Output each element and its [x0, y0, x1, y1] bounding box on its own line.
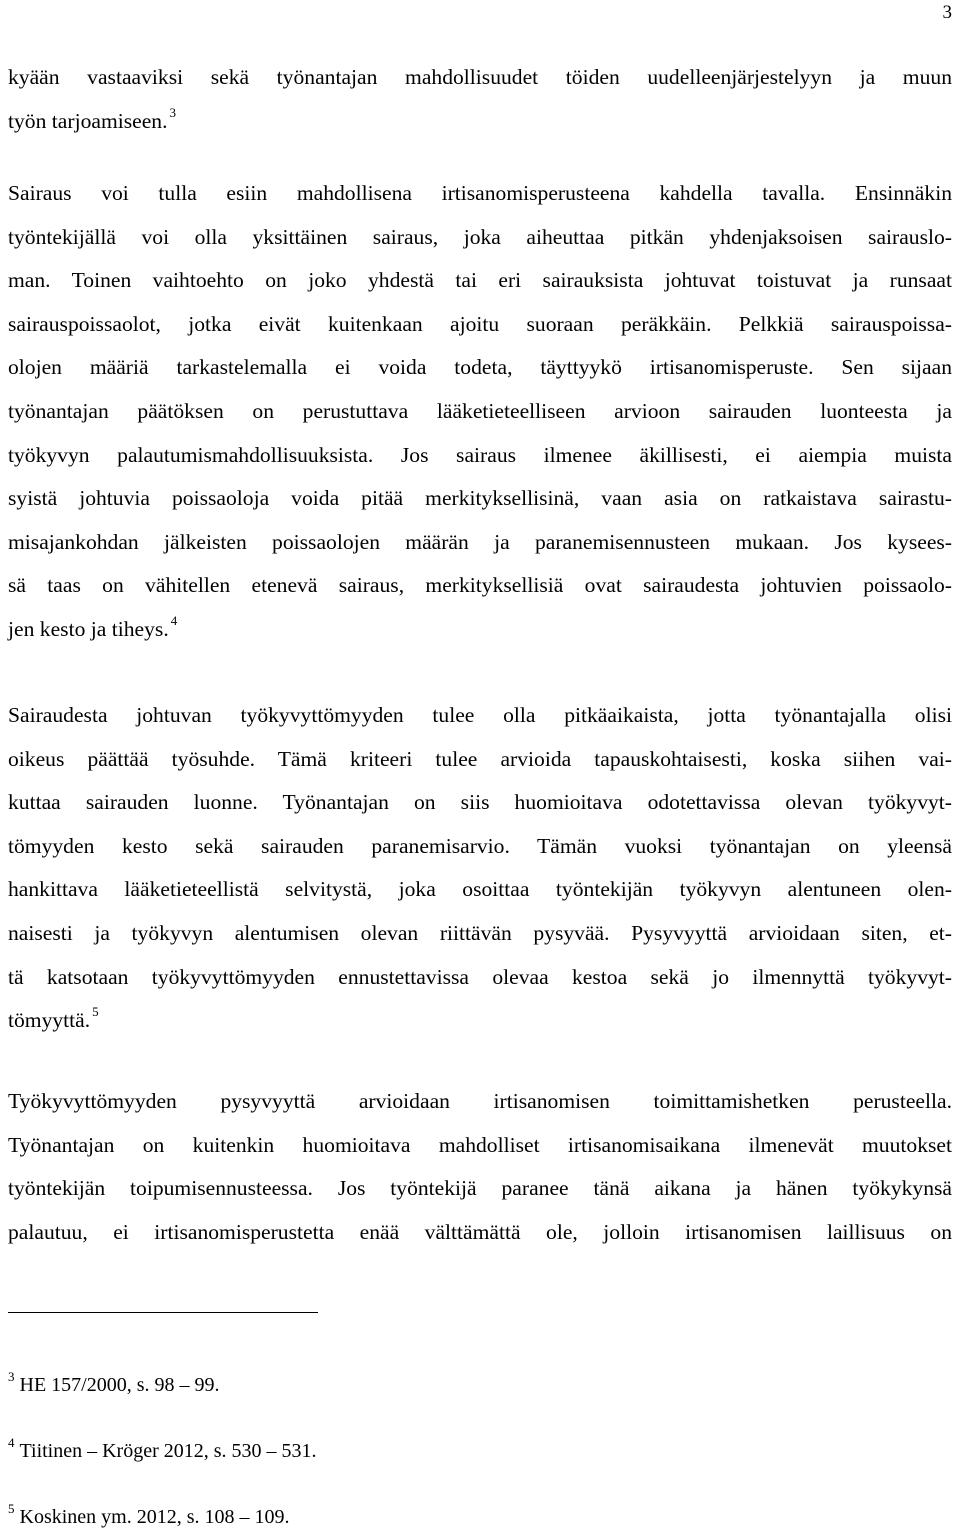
text-line: man. Toinen vaihtoehto on joko yhdestä tai eri sairauksista johtuvat toistuvat ja runsaat — [8, 268, 952, 293]
text-line-content: tömyyttä. — [8, 1008, 91, 1033]
footnote-text: Tiitinen – Kröger 2012, s. 530 – 531. — [19, 1440, 317, 1462]
text-line-last — [8, 608, 952, 652]
text-line: Sairaus voi tulla esiin mahdollisena irtisanomisperusteena kahdella tavalla. Ensinnäkin — [8, 181, 952, 205]
paragraph-1 — [8, 56, 952, 143]
footnote-separator — [8, 1312, 318, 1313]
text-line: työntekijän toipumisennusteessa. Jos työntekijä paranee tänä aikana ja hänen työkykynsä — [8, 1176, 952, 1201]
footnote-ref: 4 — [170, 612, 178, 628]
text-line: palautuu, ei irtisanomisperustetta enää välttämättä ole, jolloin irtisanomisen laillisuus on — [8, 1219, 952, 1244]
paragraph-3 — [8, 694, 952, 1043]
text-line: tömyyden kesto sekä sairauden paranemisarvio. Tämän vuoksi työnantajan on yleensä — [8, 833, 952, 858]
text-line: sairauspoissaolot, jotka eivät kuitenkaan ajoitu suoraan peräkkäin. Pelkkiä sairauspoissa- — [8, 311, 952, 336]
paragraph-2 — [8, 172, 952, 652]
text-line: työkyvyn palautumismahdollisuuksista. Jos sairaus ilmenee äkillisesti, ei aiempia muista — [8, 442, 952, 467]
text-line: olojen määriä tarkastelemalla ei voida todeta, täyttyykö irtisanomisperuste. Sen sijaan — [8, 355, 952, 380]
footnote-number: 4 — [8, 1435, 15, 1450]
footnote-number: 3 — [8, 1369, 15, 1384]
text-line: syistä johtuvia poissaoloja voida pitää merkityksellisinä, vaan asia on ratkaistava sairastu- — [8, 486, 952, 511]
text-line-last — [8, 100, 952, 144]
text-line-content: työn tarjoamiseen. — [8, 108, 168, 133]
text-line: hankittava lääketieteellistä selvitystä, joka osoittaa työntekijän työkyvyn alentuneen olen- — [8, 877, 952, 902]
footnote-3 — [8, 1369, 220, 1399]
footnote-4 — [8, 1435, 317, 1465]
text-line: misajankohdan jälkeisten poissaolojen määrän ja paranemisennusteen mukaan. Jos kysees- — [8, 529, 952, 554]
footnote-5 — [8, 1501, 290, 1531]
page-number: 3 — [942, 2, 952, 23]
text-line: oikeus päättää työsuhde. Tämä kriteeri tulee arvioida tapauskohtaisesti, koska siihen vai- — [8, 746, 952, 771]
paragraph-4 — [8, 1080, 952, 1254]
text-line: naisesti ja työkyvyn alentumisen olevan riittävän pysyvää. Pysyvyyttä arvioidaan siten, et- — [8, 920, 952, 945]
footnote-ref: 3 — [169, 104, 177, 120]
text-line: Työnantajan on kuitenkin huomioitava mahdolliset irtisanomisaikana ilmenevät muutokset — [8, 1132, 952, 1157]
text-line: Työkyvyttömyyden pysyvyyttä arvioidaan irtisanomisen toimittamishetken perusteella. — [8, 1089, 952, 1113]
text-line-last — [8, 999, 952, 1043]
text-line: työntekijällä voi olla yksittäinen sairaus, joka aiheuttaa pitkän yhdenjaksoisen sairauslo- — [8, 224, 952, 249]
text-line: kyään vastaaviksi sekä työnantajan mahdollisuudet töiden uudelleenjärjestelyyn ja muun — [8, 65, 952, 89]
text-line: työnantajan päätöksen on perustuttava lääketieteelliseen arvioon sairauden luonteesta ja — [8, 398, 952, 423]
text-line-content: jen kesto ja tiheys. — [8, 616, 169, 641]
text-line: Sairaudesta johtuvan työkyvyttömyyden tulee olla pitkäaikaista, jotta työnantajalla olisi — [8, 703, 952, 727]
text-line: sä taas on vähitellen etenevä sairaus, merkityksellisiä ovat sairaudesta johtuvien poissaolo- — [8, 573, 952, 598]
footnote-number: 5 — [8, 1501, 15, 1516]
text-line: tä katsotaan työkyvyttömyyden ennustettavissa olevaa kestoa sekä jo ilmennyttä työkyvyt- — [8, 964, 952, 989]
footnote-ref: 5 — [92, 1004, 99, 1020]
text-line: kuttaa sairauden luonne. Työnantajan on siis huomioitava odotettavissa olevan työkyvyt- — [8, 790, 952, 815]
footnote-text: Koskinen ym. 2012, s. 108 – 109. — [19, 1506, 290, 1528]
footnote-text: HE 157/2000, s. 98 – 99. — [19, 1374, 220, 1396]
